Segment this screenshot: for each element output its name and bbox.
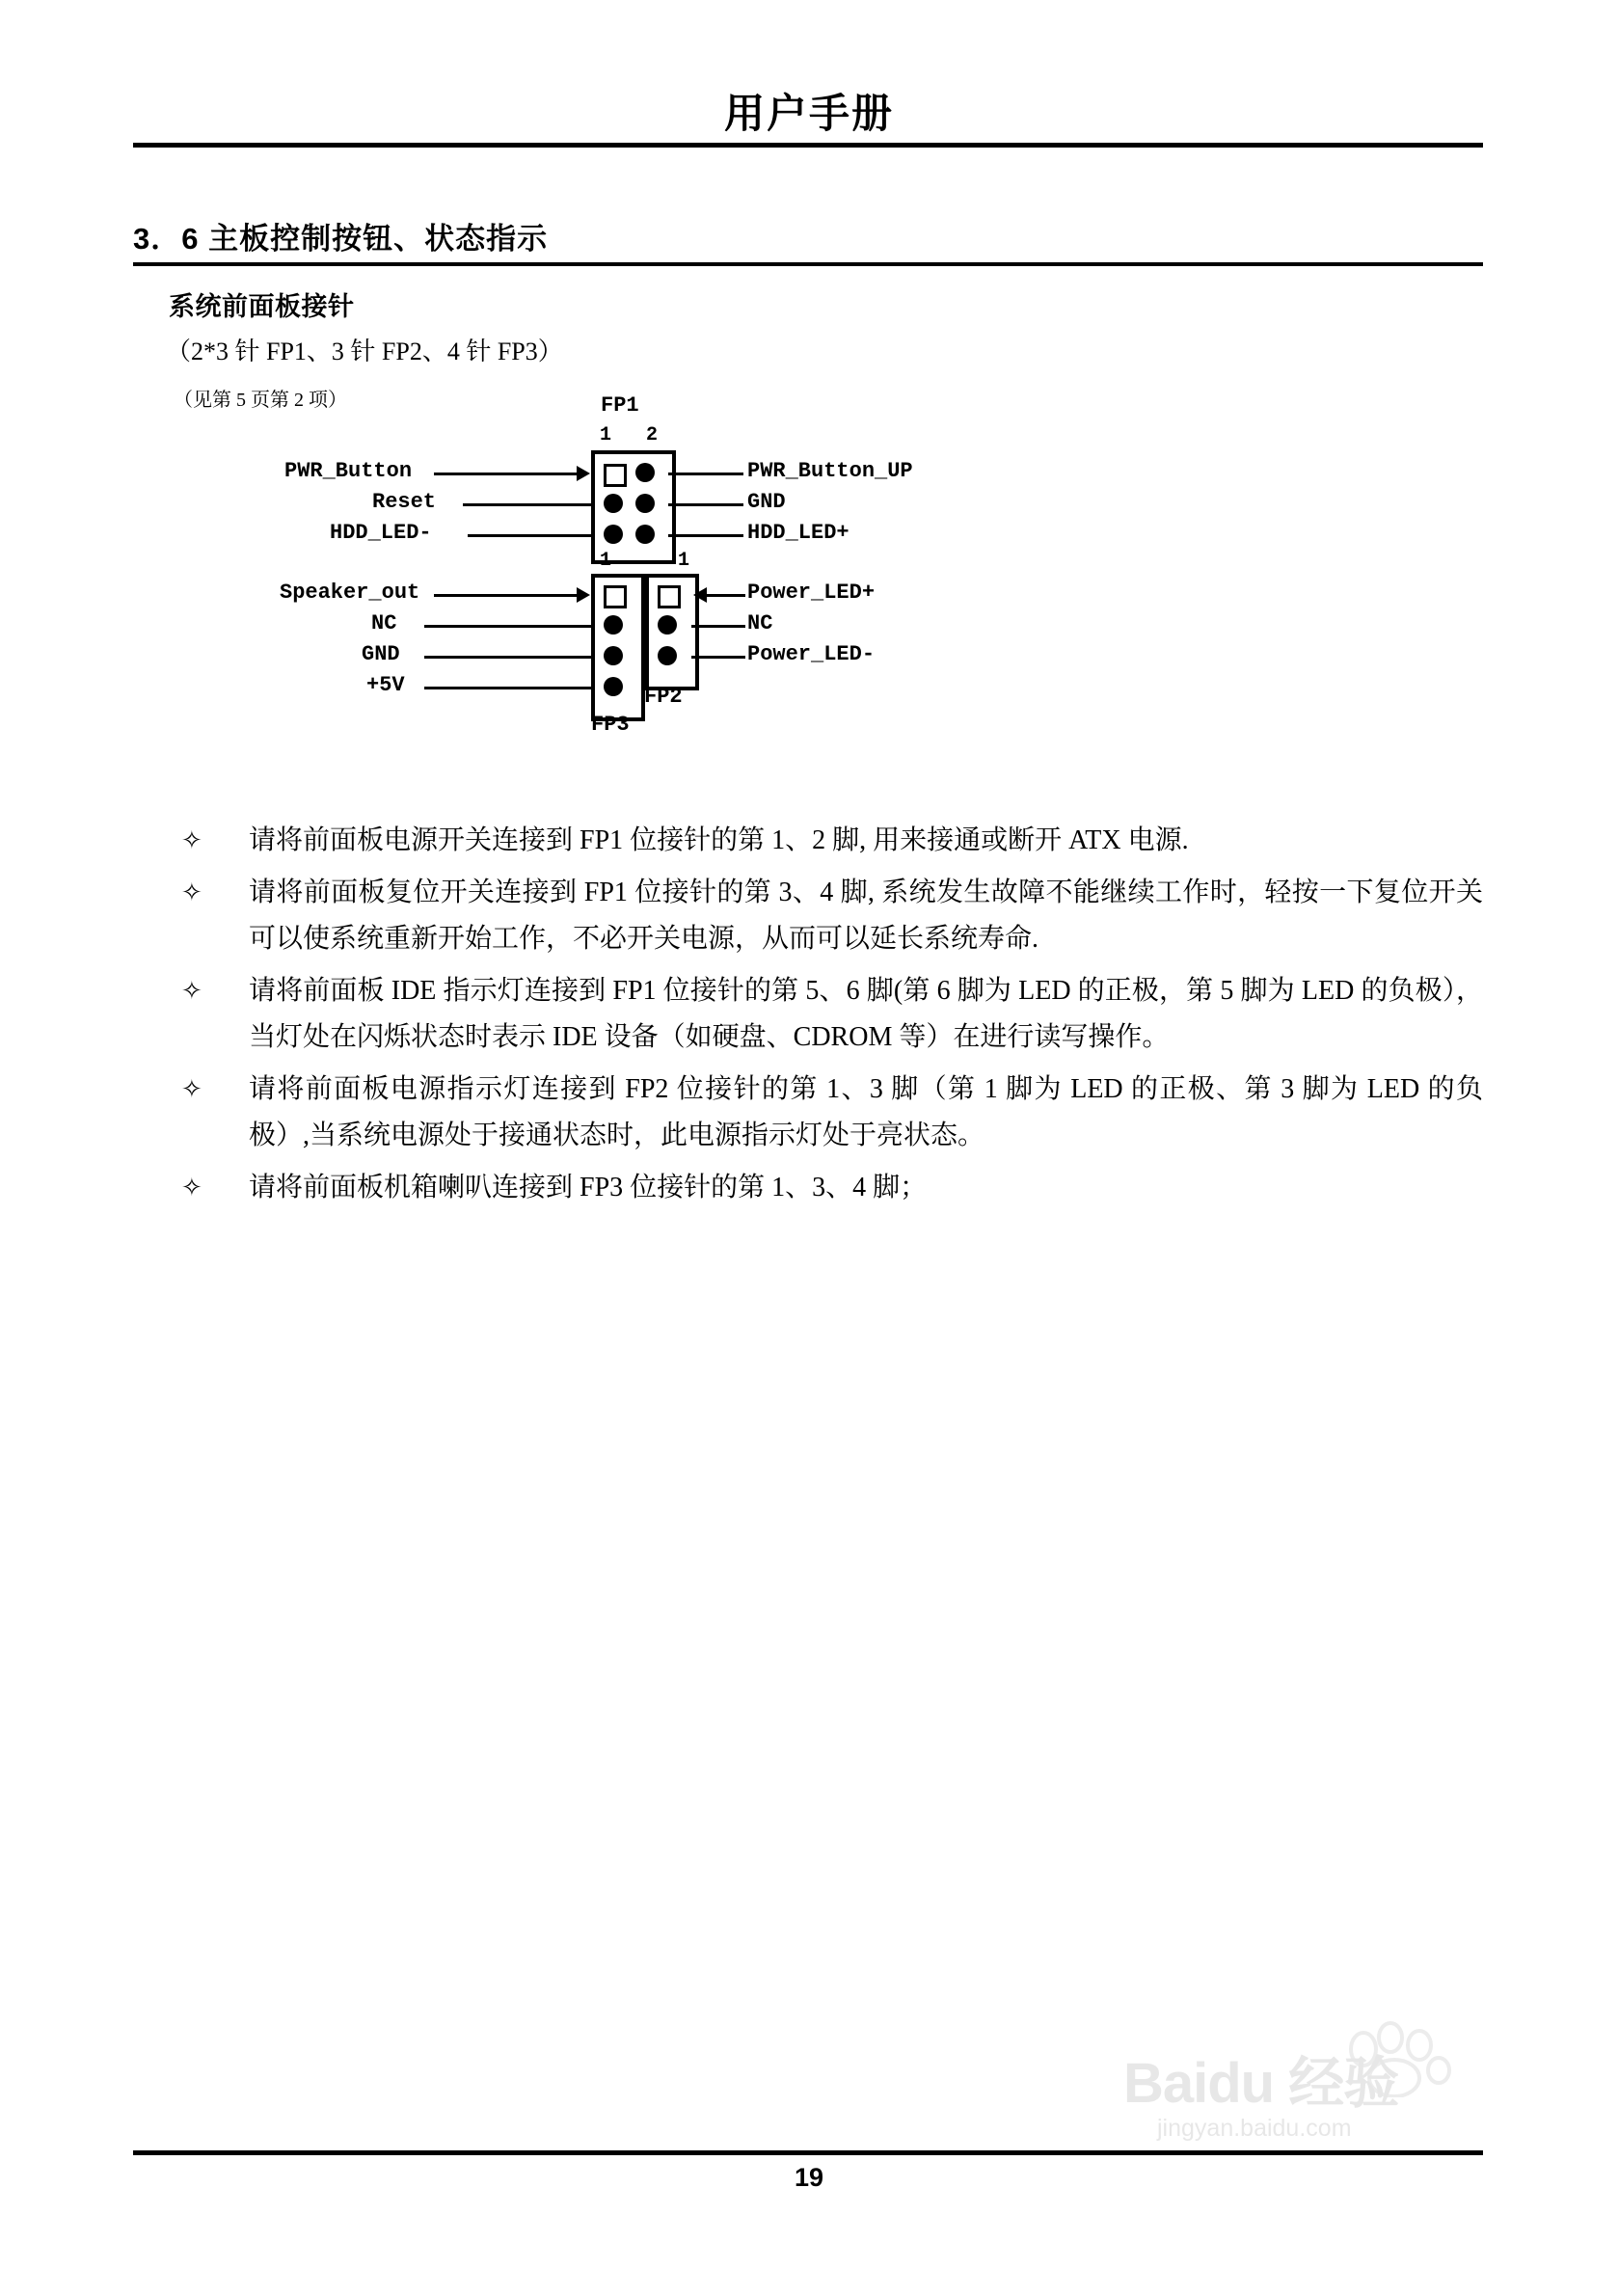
diagram-fp1-pin-3 — [604, 494, 623, 513]
list-item-text: 请将前面板 IDE 指示灯连接到 FP1 位接针的第 5、6 脚(第 6 脚为 LED 的正极，第 5 脚为 LED 的负极），当灯处在闪烁状态时表示 IDE 设备（如硬盘、CDROM 等）在进行读写操作。 — [249, 976, 1483, 1052]
diagram-fp1-pin-4 — [635, 494, 655, 513]
diagram-fp2-pin-1 — [658, 585, 681, 608]
diagram-label-nc-right: NC — [747, 611, 773, 635]
diagram-fp3-pin-1 — [604, 585, 627, 608]
list-item-text: 请将前面板复位开关连接到 FP1 位接针的第 3、4 脚, 系统发生故障不能继续工作时，轻按一下复位开关可以使系统重新开始工作，不必开关电源，从而可以延长系统寿命. — [249, 878, 1483, 954]
diagram-leader-reset — [463, 503, 591, 506]
diagram-leader-speaker-out — [434, 594, 579, 597]
diagram-label-hdd-led-neg: HDD_LED- — [330, 521, 432, 545]
diagram-fp1-pin-2 — [635, 463, 655, 482]
list-item — [172, 1067, 1483, 1159]
diagram-leader-nc-right — [691, 625, 745, 628]
diagram-leader-nc-left — [424, 625, 591, 628]
page-number: 19 — [794, 2163, 824, 2192]
diagram-pin-number-1-fp3: 1 — [600, 550, 612, 572]
watermark-brand: Baidu 经验 — [1123, 2052, 1399, 2115]
watermark — [1123, 2020, 1538, 2165]
diagram-fp3-pin-3 — [604, 646, 623, 665]
subsection-note: （见第 5 页第 2 项） — [174, 390, 347, 411]
bullet-diamond-icon: ✧ — [181, 977, 202, 1005]
diagram-leader-hdd-led-neg — [468, 534, 591, 537]
diagram-leader-power-led-neg — [691, 656, 745, 659]
diagram-label-speaker-out: Speaker_out — [280, 581, 420, 605]
diagram-label-plus5v: +5V — [366, 673, 405, 697]
diagram-fp3-pin-2 — [604, 615, 623, 635]
section-divider — [133, 262, 1483, 266]
watermark-url: jingyan.baidu.com — [1157, 2115, 1352, 2142]
diagram-label-nc-left: NC — [371, 611, 397, 635]
diagram-leader-pwr-button — [434, 473, 579, 475]
diagram-arrow-power-led-pos — [693, 587, 707, 603]
diagram-title-fp1: FP1 — [601, 393, 639, 418]
diagram-title-fp2: FP2 — [644, 685, 683, 709]
diagram-label-gnd-top: GND — [747, 490, 786, 514]
diagram-label-power-led-neg: Power_LED- — [747, 642, 876, 666]
diagram-fp1-pin-5 — [604, 525, 623, 544]
diagram-label-power-led-pos: Power_LED+ — [747, 581, 876, 605]
diagram-pin-number-2-top: 2 — [646, 424, 659, 446]
page-header-title: 用户手册 — [723, 91, 894, 136]
header-divider — [133, 143, 1483, 148]
diagram-leader-pwr-button-up — [668, 473, 743, 475]
paw-print-icon — [1340, 2020, 1456, 2097]
diagram-pin-number-1-top: 1 — [600, 424, 612, 446]
bullet-diamond-icon: ✧ — [181, 878, 202, 906]
diagram-label-gnd-bottom: GND — [362, 642, 400, 666]
list-item — [172, 968, 1483, 1061]
list-item — [172, 1165, 1483, 1211]
diagram-title-fp3: FP3 — [591, 713, 630, 737]
diagram-label-pwr-button-up: PWR_Button_UP — [747, 459, 913, 483]
footer-divider — [133, 2150, 1483, 2155]
list-item-text: 请将前面板电源开关连接到 FP1 位接针的第 1、2 脚, 用来接通或断开 ATX 电源. — [249, 825, 1189, 855]
subsection-heading: 系统前面板接针 — [169, 292, 355, 321]
diagram-label-hdd-led-pos: HDD_LED+ — [747, 521, 849, 545]
diagram-fp2-pin-2 — [658, 615, 677, 635]
diagram-fp1-pin-1 — [604, 464, 627, 487]
subsection-subtitle: （2*3 针 FP1、3 针 FP2、4 针 FP3） — [166, 338, 563, 365]
diagram-arrow-speaker-out — [577, 587, 590, 603]
diagram-pin-number-1-fp2: 1 — [678, 550, 690, 572]
bullet-diamond-icon: ✧ — [181, 826, 202, 854]
diagram-leader-power-led-pos — [707, 594, 745, 597]
diagram-label-reset: Reset — [372, 490, 437, 514]
diagram-leader-gnd-top — [668, 503, 743, 506]
list-item — [172, 870, 1483, 962]
diagram-fp3-pin-4 — [604, 677, 623, 696]
diagram-fp1-pin-6 — [635, 525, 655, 544]
bullet-diamond-icon: ✧ — [181, 1174, 202, 1202]
diagram-leader-plus5v — [424, 687, 591, 689]
list-item-text: 请将前面板机箱喇叭连接到 FP3 位接针的第 1、3、4 脚； — [249, 1173, 928, 1202]
bullet-diamond-icon: ✧ — [181, 1075, 202, 1103]
diagram-leader-gnd-bottom — [424, 656, 591, 659]
list-item-text: 请将前面板电源指示灯连接到 FP2 位接针的第 1、3 脚（第 1 脚为 LED 的正极、第 3 脚为 LED 的负极）,当系统电源处于接通状态时，此电源指示灯处于亮状态。 — [249, 1074, 1483, 1150]
list-item — [172, 818, 1483, 864]
section-heading: 3．6 主板控制按钮、状态指示 — [133, 222, 549, 256]
instruction-list — [172, 818, 1483, 1217]
front-panel-connector-diagram — [280, 393, 1147, 783]
diagram-label-pwr-button: PWR_Button — [284, 459, 413, 483]
diagram-leader-hdd-led-pos — [668, 534, 743, 537]
diagram-arrow-pwr-button — [577, 466, 590, 481]
diagram-fp2-pin-3 — [658, 646, 677, 665]
